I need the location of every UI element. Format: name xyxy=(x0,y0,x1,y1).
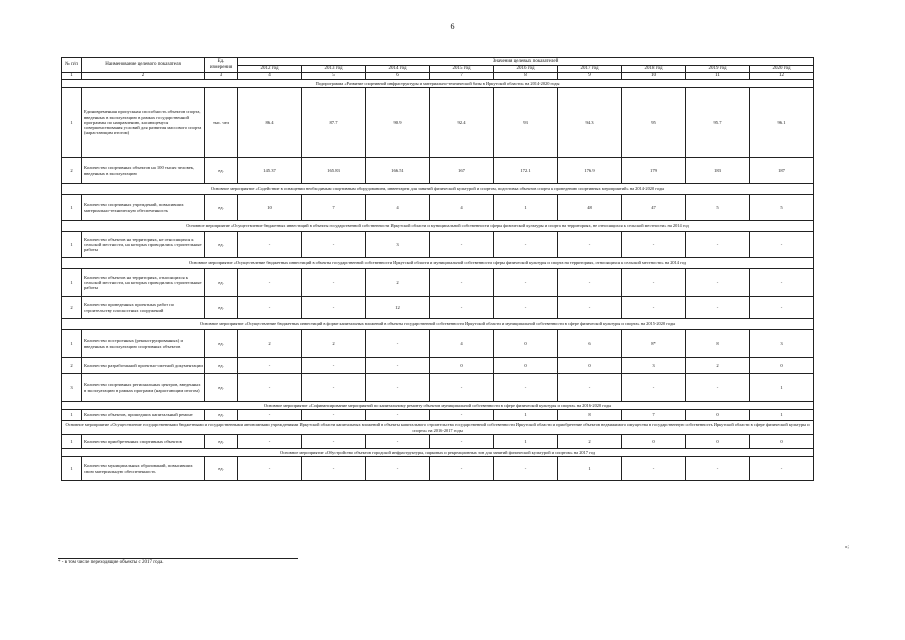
value-cell: - xyxy=(686,269,750,297)
value-cell: - xyxy=(686,297,750,319)
indicators-table xyxy=(61,57,814,481)
value-cell: 0 xyxy=(750,358,814,374)
value-cell: - xyxy=(238,457,302,481)
value-cell: 2 xyxy=(302,330,366,358)
value-cell: 179 xyxy=(622,158,686,184)
section-row xyxy=(62,258,814,269)
section-title: Основное мероприятие «Обустройство объектов городской инфраструктуры, парковых и рекреационных зон для занятий физической культурой и спортом» на 2017 год xyxy=(62,449,814,457)
value-cell: 1 xyxy=(750,410,814,421)
header-values-group: Значения целевых показателей xyxy=(238,58,814,66)
header-col-number: 5 xyxy=(302,73,366,80)
value-cell: - xyxy=(622,269,686,297)
value-cell: - xyxy=(430,232,494,258)
value-cell: - xyxy=(238,410,302,421)
header-num: № п/п xyxy=(62,58,82,73)
row-number: 2 xyxy=(62,297,82,319)
value-cell: 1 xyxy=(494,410,558,421)
indicator-name: Количество спортивных объектов на 100 тысяч человек, введенных в эксплуатацию xyxy=(82,158,205,184)
value-cell: - xyxy=(302,410,366,421)
row-number: 1 xyxy=(62,435,82,449)
header-year: 2016 год xyxy=(494,66,558,73)
header-col-number: 9 xyxy=(558,73,622,80)
value-cell: 0 xyxy=(686,410,750,421)
value-cell: 95.7 xyxy=(686,88,750,158)
header-year: 2014 год xyxy=(366,66,430,73)
value-cell: - xyxy=(494,374,558,402)
value-cell: - xyxy=(430,297,494,319)
value-cell: - xyxy=(238,374,302,402)
value-cell: - xyxy=(430,435,494,449)
header-year: 2019 год xyxy=(686,66,750,73)
unit: ед. xyxy=(205,374,238,402)
value-cell: - xyxy=(302,435,366,449)
header-name: Наименование целевого показателя xyxy=(82,58,205,73)
indicator-name: Количество спортивных учреждений, повысивших материально-техническую обеспеченность xyxy=(82,195,205,221)
unit: ед. xyxy=(205,158,238,184)
indicator-name: Количество муниципальных образований, повысивших свою материальную обеспеченность xyxy=(82,457,205,481)
value-cell: 2 xyxy=(686,358,750,374)
value-cell: 48 xyxy=(558,195,622,221)
value-cell: 2 xyxy=(558,435,622,449)
value-cell: 12 xyxy=(366,297,430,319)
row-number: 1 xyxy=(62,410,82,421)
footnote: * - в том числе переходящие объекты с 2017 года. xyxy=(58,560,164,565)
value-cell: - xyxy=(622,232,686,258)
row-number: 1 xyxy=(62,88,82,158)
value-cell: - xyxy=(366,457,430,481)
value-cell: - xyxy=(238,232,302,258)
indicator-name: Количество разработанной проектно-сметной документации xyxy=(82,358,205,374)
value-cell: 0 xyxy=(750,435,814,449)
value-cell: - xyxy=(430,457,494,481)
table-row xyxy=(62,232,814,258)
value-cell: - xyxy=(302,374,366,402)
header-col-number: 12 xyxy=(750,73,814,80)
header-col-number: 1 xyxy=(62,73,82,80)
value-cell: 176.9 xyxy=(558,158,622,184)
value-cell: - xyxy=(238,358,302,374)
table-row xyxy=(62,88,814,158)
value-cell: - xyxy=(750,457,814,481)
value-cell: - xyxy=(686,457,750,481)
value-cell: 145.37 xyxy=(238,158,302,184)
section-row xyxy=(62,402,814,410)
value-cell: - xyxy=(302,297,366,319)
value-cell: - xyxy=(430,374,494,402)
value-cell: 6 xyxy=(558,330,622,358)
header-unit: Ед. измерения xyxy=(205,58,238,73)
value-cell: 0 xyxy=(430,358,494,374)
value-cell: - xyxy=(686,374,750,402)
table-row xyxy=(62,297,814,319)
section-row xyxy=(62,80,814,88)
value-cell: 183 xyxy=(686,158,750,184)
header-col-number: 3 xyxy=(205,73,238,80)
header-year: 2013 год xyxy=(302,66,366,73)
unit: ед. xyxy=(205,435,238,449)
row-number: 1 xyxy=(62,457,82,481)
value-cell: - xyxy=(430,410,494,421)
value-cell: 2 xyxy=(366,269,430,297)
section-title: Основное мероприятие «Содействие в оснащении необходимым спортивным оборудованием, инвентарем для занятий физической культурой и спортом, подготовка объектов спорта к проведению спортивных мероприятий» на 2014-2020 годы xyxy=(62,184,814,195)
value-cell: 166.51 xyxy=(366,158,430,184)
unit: ед. xyxy=(205,297,238,319)
value-cell: 7 xyxy=(622,410,686,421)
value-cell: 8 xyxy=(686,330,750,358)
unit: ед. xyxy=(205,269,238,297)
value-cell: - xyxy=(494,297,558,319)
value-cell: - xyxy=(686,232,750,258)
value-cell: - xyxy=(302,232,366,258)
indicator-name: Количество построенных (реконструированных) и введенных в эксплуатацию спортивных объектов xyxy=(82,330,205,358)
header-col-number: 8 xyxy=(494,73,558,80)
value-cell: 0 xyxy=(558,358,622,374)
row-number: 2 xyxy=(62,158,82,184)
unit: ед. xyxy=(205,232,238,258)
section-title: Основное мероприятие «Осуществление бюджетных инвестиций в объекты государственной собственности Иркутской области и муниципальной собственности сферы физической культуры и спорта на территориях, не относящихся к сельской местности» на 2014 год xyxy=(62,221,814,232)
table-row xyxy=(62,410,814,421)
header-col-number: 6 xyxy=(366,73,430,80)
indicator-name: Количество спортивных региональных центров, введенных в эксплуатацию в рамках программ (нарастающим итогом) xyxy=(82,374,205,402)
value-cell: 93 xyxy=(494,88,558,158)
table-row xyxy=(62,435,814,449)
header-year: 2015 год xyxy=(430,66,494,73)
row-number: 2 xyxy=(62,358,82,374)
row-number: 1 xyxy=(62,269,82,297)
value-cell: - xyxy=(494,269,558,297)
value-cell: - xyxy=(238,269,302,297)
value-cell: 90.9 xyxy=(366,88,430,158)
value-cell: - xyxy=(494,232,558,258)
value-cell: - xyxy=(366,435,430,449)
value-cell: 95 xyxy=(622,88,686,158)
value-cell: - xyxy=(622,297,686,319)
indicator-name: Количество объектов на территориях, не относящихся к сельской местности, на которых проводились строительные работы xyxy=(82,232,205,258)
value-cell: 8* xyxy=(622,330,686,358)
value-cell: - xyxy=(366,330,430,358)
header-col-number: 10 xyxy=(622,73,686,80)
unit: ед. xyxy=(205,195,238,221)
value-cell: 4 xyxy=(430,195,494,221)
indicator-name: Количество объектов, прошедших капитальный ремонт xyxy=(82,410,205,421)
footnote-divider xyxy=(58,558,298,559)
value-cell: - xyxy=(750,269,814,297)
table-row xyxy=(62,457,814,481)
value-cell: 8 xyxy=(558,410,622,421)
unit: ед. xyxy=(205,330,238,358)
section-row xyxy=(62,421,814,435)
value-cell: - xyxy=(366,374,430,402)
table-row xyxy=(62,374,814,402)
unit: ед. xyxy=(205,358,238,374)
section-row xyxy=(62,319,814,330)
value-cell: - xyxy=(238,435,302,449)
value-cell: 5 xyxy=(750,195,814,221)
value-cell: 0 xyxy=(686,435,750,449)
value-cell: - xyxy=(750,232,814,258)
value-cell: - xyxy=(622,457,686,481)
section-title: Основное мероприятие «Осуществление бюджетных инвестиций в форме капитальных вложений в объекты государственной собственности Иркутской области и муниципальной собственности в сфере физической культуры и спорта» на 2015-2020 годы xyxy=(62,319,814,330)
value-cell: - xyxy=(622,374,686,402)
unit: ед. xyxy=(205,457,238,481)
value-cell: - xyxy=(558,269,622,297)
value-cell: 86.4 xyxy=(238,88,302,158)
row-number: 1 xyxy=(62,195,82,221)
section-row xyxy=(62,184,814,195)
value-cell: 172.1 xyxy=(494,158,558,184)
value-cell: - xyxy=(302,457,366,481)
value-cell: 187 xyxy=(750,158,814,184)
value-cell: 94.3 xyxy=(558,88,622,158)
section-title: Основное мероприятие «Осуществление государственными бюджетными и государственными автономными учреждениями Иркутской области капитальных вложений в объекты капитального строительства государственной собственности Иркутской области и приобретение объектов недвижимого имущества в государственную собственность Иркутской области в сфере физической культуры и спорта» на 2016-2017 годы xyxy=(62,421,814,435)
value-cell: 10 xyxy=(238,195,302,221)
header-year: 2012 год xyxy=(238,66,302,73)
value-cell: 47 xyxy=(622,195,686,221)
value-cell: 4 xyxy=(430,330,494,358)
header-col-number: 2 xyxy=(82,73,205,80)
header-col-number: 7 xyxy=(430,73,494,80)
section-title: Основное мероприятие «Софинансирование мероприятий по капитальному ремонту объектов муниципальной собственности в сфере физической культуры и спорта» на 2016-2020 годы xyxy=(62,402,814,410)
value-cell: 7 xyxy=(302,195,366,221)
value-cell: 167 xyxy=(430,158,494,184)
section-row xyxy=(62,221,814,232)
section-title: Основное мероприятие «Осуществление бюджетных инвестиций в объекты государственной собственности Иркутской области и муниципальной собственности сферы физической культуры и спорта на территориях, относящихся к сельской местности» на 2014 год xyxy=(62,258,814,269)
value-cell: - xyxy=(302,358,366,374)
value-cell: 1 xyxy=(494,435,558,449)
value-cell: 1 xyxy=(494,195,558,221)
table-row xyxy=(62,269,814,297)
value-cell: 3 xyxy=(750,330,814,358)
header-year: 2020 год xyxy=(750,66,814,73)
header-col-number: 4 xyxy=(238,73,302,80)
value-cell: - xyxy=(494,457,558,481)
value-cell: 96.1 xyxy=(750,88,814,158)
indicator-name: Количество приобретенных спортивных объектов xyxy=(82,435,205,449)
value-cell: 2 xyxy=(238,330,302,358)
indicator-name: Количество проведенных проектных работ по строительству плоскостных сооружений xyxy=(82,297,205,319)
header-col-number: 11 xyxy=(686,73,750,80)
value-cell: - xyxy=(750,297,814,319)
value-cell: 0 xyxy=(494,358,558,374)
value-cell: 165.83 xyxy=(302,158,366,184)
header-year: 2018 год xyxy=(622,66,686,73)
value-cell: - xyxy=(302,269,366,297)
value-cell: 92.4 xyxy=(430,88,494,158)
value-cell: - xyxy=(430,269,494,297)
table-row xyxy=(62,330,814,358)
section-row xyxy=(62,449,814,457)
value-cell: 1 xyxy=(750,374,814,402)
unit: ед. xyxy=(205,410,238,421)
unit: тыс. чел xyxy=(205,88,238,158)
value-cell: - xyxy=(238,297,302,319)
value-cell: 87.7 xyxy=(302,88,366,158)
section-title: Подпрограмма «Развитие спортивной инфраструктуры и материально-технической базы в Иркутской области» на 2014-2020 годы xyxy=(62,80,814,88)
value-cell: 3 xyxy=(366,232,430,258)
value-cell: 4 xyxy=(366,195,430,221)
indicator-name: Количество объектов на территориях, относящихся к сельской местности, на которых проводились строительные работы xyxy=(82,269,205,297)
margin-mark: »; xyxy=(845,545,849,550)
value-cell: 3 xyxy=(622,358,686,374)
value-cell: - xyxy=(558,297,622,319)
value-cell: - xyxy=(558,374,622,402)
row-number: 1 xyxy=(62,330,82,358)
value-cell: 5 xyxy=(686,195,750,221)
value-cell: - xyxy=(366,410,430,421)
value-cell: 0 xyxy=(622,435,686,449)
row-number: 1 xyxy=(62,232,82,258)
row-number: 3 xyxy=(62,374,82,402)
page-number: 6 xyxy=(450,22,455,31)
value-cell: - xyxy=(558,232,622,258)
indicator-name: Единовременная пропускная способность объектов спорта, введенных в эксплуатацию в рамках государственной программы по направлению, касающемуся совершенствования условий для развития массового спорта (нарастающим итогом) xyxy=(82,88,205,158)
table-row xyxy=(62,358,814,374)
value-cell: 0 xyxy=(494,330,558,358)
table-row xyxy=(62,195,814,221)
table-row xyxy=(62,158,814,184)
value-cell: 1 xyxy=(558,457,622,481)
value-cell: - xyxy=(366,358,430,374)
header-year: 2017 год xyxy=(558,66,622,73)
